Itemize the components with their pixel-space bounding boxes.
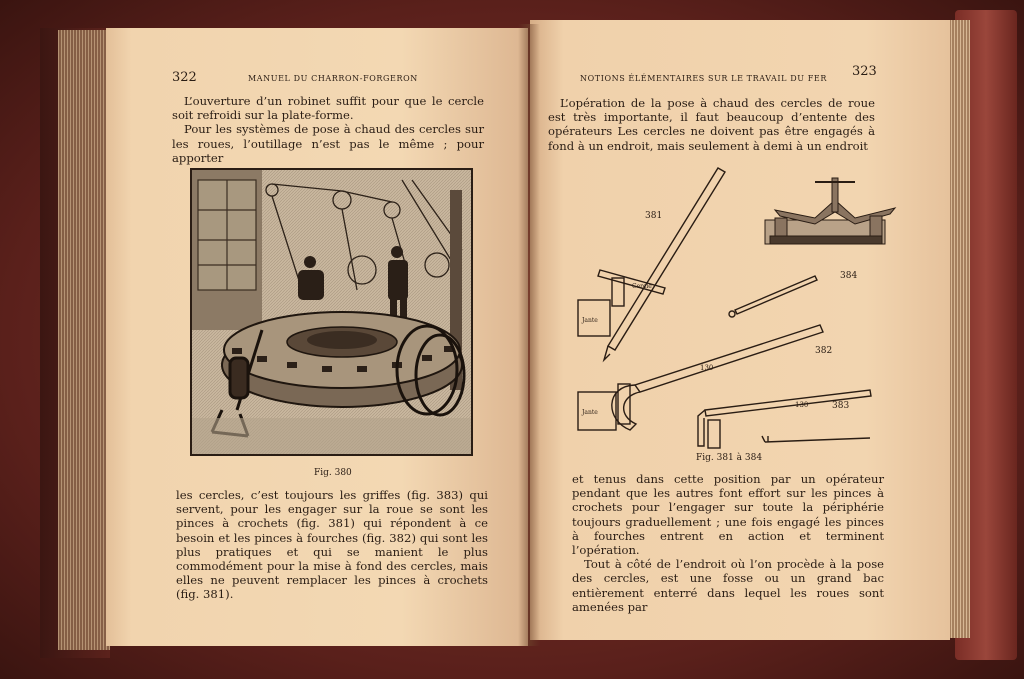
running-head: MANUEL DU CHARRON-FORGERON (248, 74, 418, 83)
book-gutter (518, 24, 540, 646)
left-page (106, 28, 528, 646)
page-edges-left (58, 30, 110, 650)
figure-caption: Fig. 381 à 384 (696, 453, 763, 463)
dimension-label: 130 (700, 364, 714, 372)
label-381: 381 (645, 211, 663, 221)
page-number: 322 (172, 70, 197, 85)
label-jante: Jante (582, 409, 598, 416)
workshop-engraving (192, 170, 473, 456)
page-edges-right (948, 20, 970, 638)
label-382: 382 (815, 346, 833, 356)
right-page (530, 20, 950, 640)
paragraph: L’ouverture d’un robinet suffit pour que le cercle soit refroidi sur la plate-forme. (172, 94, 484, 123)
bottom-text (572, 472, 884, 614)
label-384: 384 (840, 271, 858, 281)
bottom-text (176, 488, 488, 602)
paragraph: Pour les systèmes de pose à chaud des cercles sur les roues, l’outillage n’est pas le même ; pour apporter (172, 122, 484, 165)
label-cercle: Cercle (632, 283, 652, 290)
running-head: NOTIONS ÉLÉMENTAIRES SUR LE TRAVAIL DU FER (580, 74, 827, 83)
page-number: 323 (852, 64, 877, 79)
top-text (548, 96, 875, 153)
figure-caption: Fig. 380 (314, 468, 352, 478)
paragraph: les cercles, c’est toujours les griffes (fig. 383) qui servent, pour les engager sur la roue se sont les pinces à crochets (fig. 381) qui répondent à ce besoin et les pinces à fourches (fig. 382) qui sont les plus pratiques et qui se manient le plus commodément pour la mise à fond des cercles, mais elles ne peuvent remplacer les pinces à crochets (fig. 381). (176, 488, 488, 602)
label-383: 383 (832, 401, 850, 411)
paragraph: L’opération de la pose à chaud des cercles de roue est très importante, il faut beaucoup d’entente des opérateurs Les cercles ne doivent pas être engagés à fond à un endroit, mais seulement à demi à un endroit (548, 96, 875, 153)
top-text (172, 94, 484, 165)
paragraph: Tout à côté de l’endroit où l’on procède à la pose des cercles, est une fosse ou un grand bac entièrement enterré dans lequel les roues sont amenées par (572, 557, 884, 614)
paragraph: et tenus dans cette position par un opérateur pendant que les autres font effort sur les pinces à crochets pour l’engager sur toute la périphérie toujours graduellement ; une fois engagé les pinces à fourches entrent en action et terminent l’opération. (572, 472, 884, 558)
figures-381-384 (570, 160, 915, 450)
dimension-label: 130 (795, 401, 809, 409)
figure-380-photo (190, 168, 473, 456)
tool-drawings (570, 160, 915, 450)
label-jante: Jante (582, 317, 598, 324)
